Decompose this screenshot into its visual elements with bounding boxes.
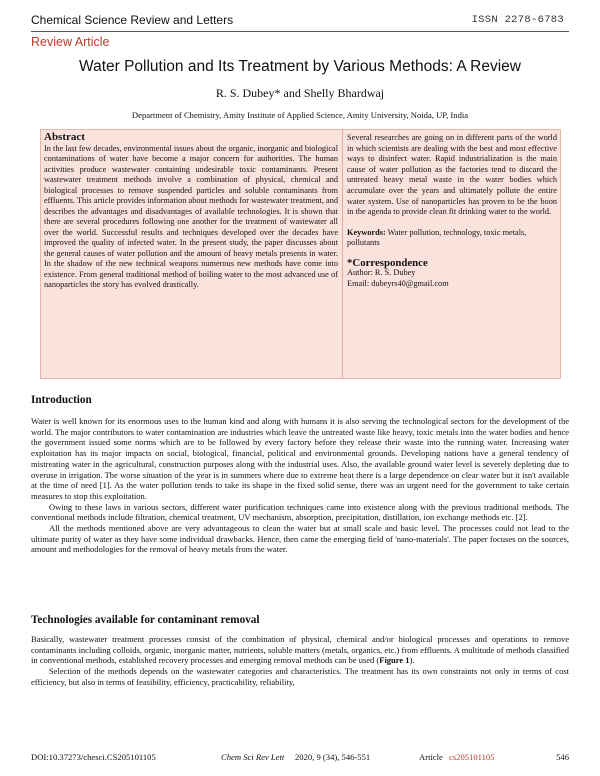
abstract-text: In the last few decades, environmental issues about the organic, inorganic and biological contaminations of water have become a major concern for authorities. The human activities produce wastewater containing undesirable toxic contaminants. Present wastewater treatment methods involve a combination of physical, chemical and biological processes to remove suspended particles and soluble contaminants from effluents. This article provides information about methods for wastewater treatment, and describes the advantages and disadvantages of available technologies. It is shown that there are several procedures following one another for the treatment of wastewater all over the world. Successful results and techniques developed over the decades have improved the quality of infected water. In the present study, the paper discusses about the general causes of water pollution and the amount of heavy metals presents in water. In the shadow of the new technical weapons numerous new methods have come into existence. From general traditional method of boiling water to the most advanced use of nanoparticles the story has evolved drastically. (44, 143, 338, 289)
authors: R. S. Dubey* and Shelly Bhardwaj (215, 86, 385, 100)
introduction-heading: Introduction (31, 394, 92, 406)
introduction-paragraph: Owing to these laws in various sectors, different water purification techniques came into existence along with the previous traditional methods. The conventional methods include filtration, chemical treatment, UV mechanism, absorption, precipitation, distillation, ion exchange methods etc. [2]. (31, 501, 569, 523)
correspondence (347, 258, 557, 290)
keywords (347, 228, 557, 249)
correspondence-heading: *Correspondence (347, 256, 428, 269)
technologies-body (31, 634, 569, 688)
citation-details: 2020, 9 (34), 546-551 (295, 752, 371, 762)
technologies-paragraph: Selection of the methods depends on the wastewater categories and characteristics. The treatment has its own constraints not only in terms of cost efficiency, but also in terms of feasibility, efficiency, practicability, reliability, (31, 666, 569, 687)
header-rule (31, 31, 569, 32)
issn: ISSN 2278-6783 (471, 14, 564, 26)
abstract-divider (342, 130, 343, 378)
article-label: Article (419, 752, 443, 762)
introduction-paragraph: Water is well known for its enormous uses to the human kind and along with humans it is also serving the technological sectors for the development of the world. The major contributors to water contamination are industries which leave the untreated waste like heavy, toxic metals into the water bodies and hence the government issued some norms which are to be followed by every factory before they release their waste into the running water. Increasing water exploitation has its major impacts on social, biological, financial, political and environmental grounds. Developing nations have a general tendency of mistreating water in the agricultural, construction purposes along with the industrial uses. Also, the available ground water level is severely depleting due to overuse in irrigation. The worse situation of the year is in summers where due to extreme heat there is a large dependence on clear water but it isn't available at the time of need [1]. As the water pollution tends to take its shape in the fixed solid sense, there was an urgent need for the government to take certain measures to stop this exploitation. (31, 416, 569, 501)
abstract-left-column (44, 132, 338, 291)
doi[interactable]: DOI:10.37273/chesci.CS205101105 (31, 752, 156, 762)
article-id: cs205101105 (449, 752, 495, 762)
technologies-paragraph (31, 634, 569, 666)
paper-title: Water Pollution and Its Treatment by Various Methods: A Review (79, 58, 521, 75)
technologies-text: Basically, wastewater treatment processes consist of the combination of physical, chemical and/or biological processes and operations to remove contaminants including colloids, organic, inorganic matter, nutrients, soluble matters (metals, organics, etc.) from effluents. A multitude of methods classified in conventional methods, established recovery processes and emerging removal methods can be used ( (31, 634, 569, 666)
affiliation: Department of Chemistry, Amity Institute of Applied Science, Amity University, Noida, UP, India (131, 110, 469, 120)
figure-reference[interactable]: Figure 1 (379, 655, 410, 666)
abstract-continued-text: Several researches are going on in different parts of the world in which scientists are dealing with the best and most effective ways to disinfect water. Rapid industrialization is the main cause of water pollution as the factories tend to discard the untreated heavy metal waste in the water bodies which accumulate over the years and ultimately pollute the entire water system. Use of nanoparticles has proven to be the boon in the agenda to provide clean fit drinking water to the world. (347, 133, 557, 217)
technologies-text-end: ). (409, 655, 415, 666)
technologies-heading: Technologies available for contaminant removal (31, 614, 260, 626)
abstract-box (40, 129, 561, 379)
page-number: 546 (556, 752, 569, 762)
introduction-body (31, 416, 569, 555)
journal-citation: Chem Sci Rev Lett (221, 752, 285, 762)
keywords-label: Keywords: (347, 227, 386, 237)
abstract-right-column (347, 133, 557, 289)
introduction-paragraph: All the methods mentioned above are very advantageous to clean the water but at small scale and basic level. The processes could not lead to the ultimate purity of water as they have some individual drawbacks. Hence, then came the emerging field of 'nano-materials'. The paper focuses on the sources, amount and methodologies for the removal of heavy metals from the water. (31, 523, 569, 555)
correspondence-author: Author: R. S. Dubey (347, 268, 416, 278)
article-type: Review Article (31, 35, 110, 49)
keywords-list: Water pollution, technology, toxic metals, pollutants (347, 227, 527, 248)
abstract-heading: Abstract (44, 131, 85, 143)
journal-name: Chemical Science Review and Letters (31, 13, 234, 27)
correspondence-email: Email: dubeyrs40@gmail.com (347, 278, 449, 288)
